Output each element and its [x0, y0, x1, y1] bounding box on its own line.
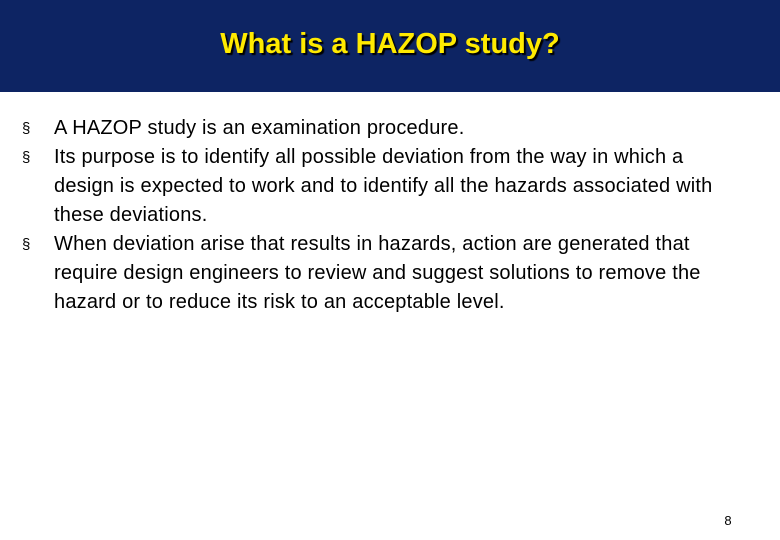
- bullet-text: When deviation arise that results in hazards, action are generated that require design engineers to review and suggest solutions to remove the hazard or to reduce its risk to an acceptable level.: [54, 233, 701, 313]
- bullet-text: Its purpose is to identify all possible deviation from the way in which a design is expected to work and to identify all the hazards associated with these deviations.: [54, 146, 713, 226]
- bullet-item: [22, 143, 742, 230]
- slide-title: What is a HAZOP study?: [220, 28, 560, 60]
- page-number: 8: [724, 513, 732, 528]
- bullet-item: [22, 230, 742, 317]
- bullet-text: A HAZOP study is an examination procedure.: [54, 117, 465, 139]
- bullet-marker-icon: §: [22, 120, 31, 137]
- bullet-marker-icon: §: [22, 149, 31, 166]
- title-bar: [0, 0, 780, 92]
- bullet-item: [22, 114, 742, 143]
- bullet-marker-icon: §: [22, 236, 31, 253]
- bullet-list: [22, 114, 742, 317]
